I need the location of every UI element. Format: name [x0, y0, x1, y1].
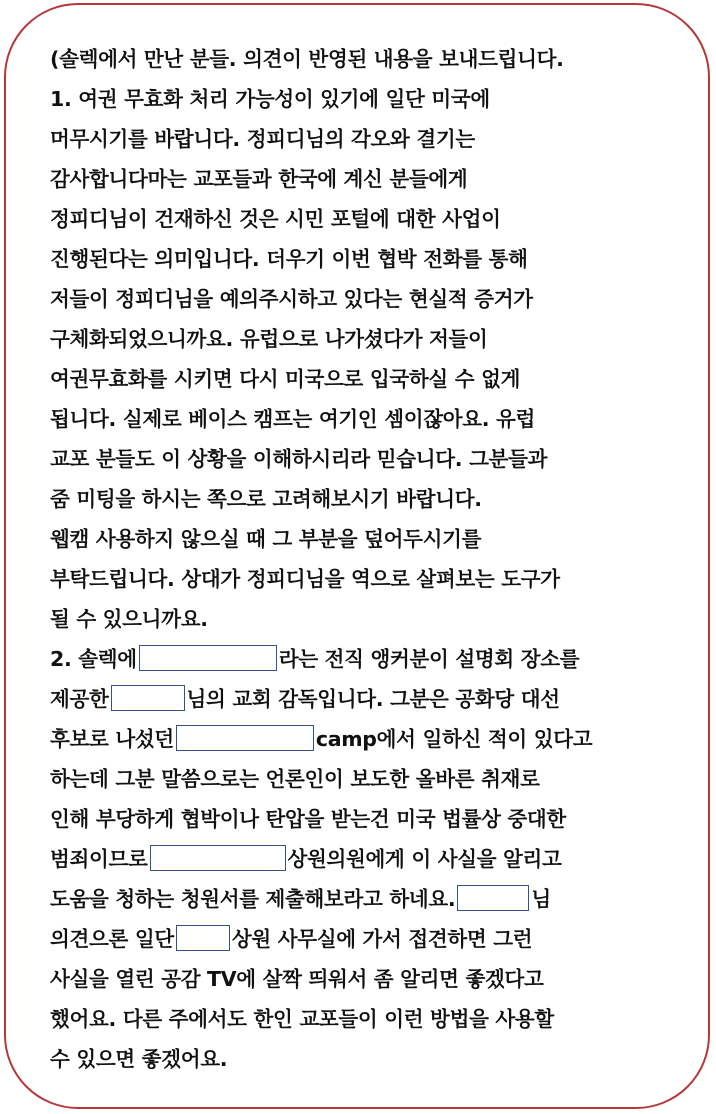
text-segment: 도움을 청하는 청원서를 제출해보라고 하네요. [50, 887, 456, 911]
text-line: 머무시기를 바랍니다. 정피디님의 각오와 결기는 [50, 127, 475, 151]
text-line: 진행된다는 의미입니다. 더우기 이번 협박 전화를 통해 [50, 247, 528, 271]
text-line: 하는데 그분 말씀으로는 언론인이 보도한 올바른 취재로 [50, 767, 540, 791]
text-segment: 제공한 [50, 687, 109, 711]
text-line [50, 640, 579, 678]
redaction-box [150, 845, 286, 871]
text-line: 구체화되었으니까요. 유럽으로 나가셨다가 저들이 [50, 327, 488, 351]
text-segment: 님 [531, 887, 551, 911]
redaction-box [139, 645, 277, 671]
redaction-box [111, 685, 185, 711]
text-line [50, 880, 551, 918]
text-line: 될 수 있으니까요. [50, 607, 208, 631]
text-line: 정피디님이 건재하신 것은 시민 포털에 대한 사업이 [50, 207, 501, 231]
text-line [50, 680, 560, 718]
text-line: 교포 분들도 이 상황을 이해하시리라 믿습니다. 그분들과 [50, 447, 548, 471]
text-segment: 범죄이므로 [50, 847, 148, 871]
text-line [50, 920, 532, 958]
text-line [50, 720, 592, 758]
text-line: 사실을 열린 공감 TV에 살짝 띄워서 좀 알리면 좋겠다고 [50, 967, 544, 991]
text-line: 여권무효화를 시키면 다시 미국으로 입국하실 수 없게 [50, 367, 521, 391]
text-segment: 후보로 나섰던 [50, 727, 174, 751]
text-line: 웹캠 사용하지 않으실 때 그 부분을 덮어두시기를 [50, 527, 482, 551]
text-line: 했어요. 다른 주에서도 한인 교포들이 이런 방법을 사용할 [50, 1007, 554, 1031]
text-segment: 라는 전직 앵커분이 설명회 장소를 [278, 647, 580, 671]
text-segment: 2. 솔렉에 [50, 647, 137, 671]
text-line [50, 840, 562, 878]
text-line: (솔렉에서 만난 분들. 의견이 반영된 내용을 보내드립니다. [50, 47, 564, 71]
text-segment: 님의 교회 감독입니다. 그분은 공화당 대선 [186, 687, 560, 711]
text-line: 인해 부당하게 협박이나 탄압을 받는건 미국 법률상 중대한 [50, 807, 566, 831]
text-line: 됩니다. 실제로 베이스 캠프는 여기인 셈이잖아요. 유럽 [50, 407, 536, 431]
text-segment: 상원 사무실에 가서 접견하면 그런 [231, 927, 533, 951]
redaction-box [176, 725, 314, 751]
text-segment: 의견으론 일단 [50, 927, 174, 951]
text-line: 줌 미팅을 하시는 쪽으로 고려해보시기 바랍니다. [50, 487, 482, 511]
text-line: 1. 여권 무효화 처리 가능성이 있기에 일단 미국에 [50, 87, 490, 111]
text-line: 감사합니다마는 교포들과 한국에 계신 분들에게 [50, 167, 468, 191]
redaction-box [176, 925, 230, 951]
text-line: 부탁드립니다. 상대가 정피디님을 역으로 살펴보는 도구가 [50, 567, 560, 591]
text-segment: 상원의원에게 이 사실을 알리고 [287, 847, 562, 871]
text-line: 저들이 정피디님을 예의주시하고 있다는 현실적 증거가 [50, 287, 533, 311]
text-segment: camp에서 일하신 적이 있다고 [315, 727, 593, 751]
text-line: 수 있으면 좋겠어요. [50, 1047, 228, 1071]
redaction-box [457, 885, 529, 911]
